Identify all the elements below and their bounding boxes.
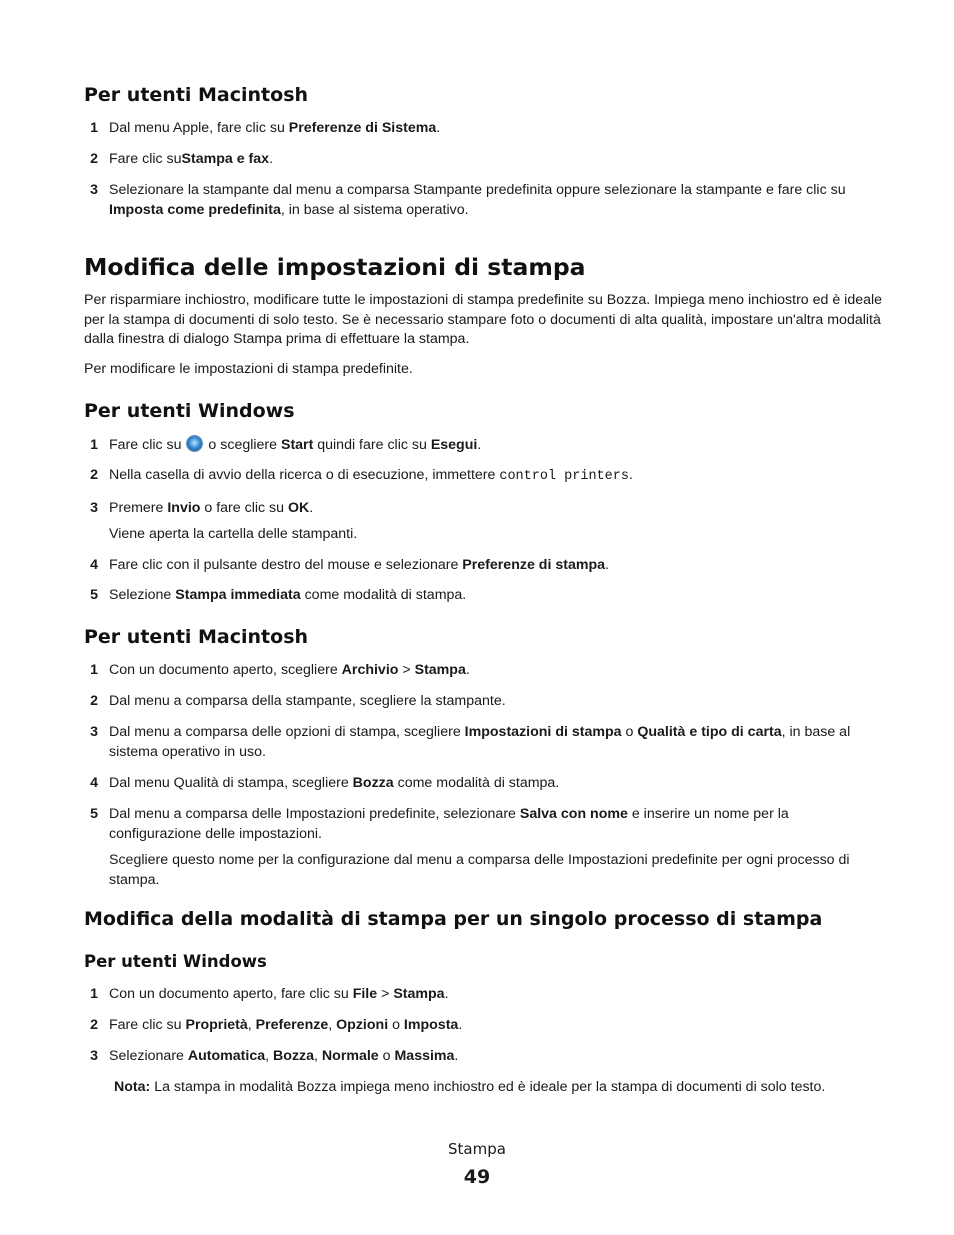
step-note: Scegliere questo nome per la configurazione dal menu a comparsa delle Impostazioni predefinite per ogni processo di stampa.: [109, 852, 850, 888]
heading-windows-1: Per utenti Windows: [84, 400, 295, 422]
note-label: Nota:: [114, 1079, 151, 1095]
heading-mac-2: Per utenti Macintosh: [84, 626, 309, 648]
page-title: Modifica delle impostazioni di stampa: [84, 253, 586, 281]
heading-single-job: Modifica della modalità di stampa per un singolo processo di stampa: [84, 908, 823, 930]
intro-paragraph-2: Per modificare le impostazioni di stampa predefinite.: [84, 361, 413, 377]
command-text: control printers: [499, 469, 629, 484]
page-number: 49: [463, 1166, 491, 1188]
heading-mac-1: Per utenti Macintosh: [84, 84, 309, 106]
note-text: La stampa in modalità Bozza impiega meno inchiostro ed è ideale per la stampa di documenti di solo testo.: [150, 1079, 826, 1095]
step-note: Viene aperta la cartella delle stampanti.: [109, 526, 358, 542]
intro-paragraph: Per risparmiare inchiostro, modificare tutte le impostazioni di stampa predefinite su Bozza. Impiega meno inchiostro ed è ideale per la stampa di documenti di solo testo. Se è necessario stampare foto o documenti di alta qualità, impostare un'altra modalità dalla finestra di dialogo Stampa prima di effettuare la stampa.: [84, 292, 883, 347]
note: [114, 1077, 884, 1097]
windows-start-icon: [187, 436, 202, 451]
heading-windows-2: Per utenti Windows: [84, 952, 267, 971]
document-page: Per utenti Macintosh 1 Dal menu Apple, fare clic su Preferenze di Sistema. 2 Fare clic suStampa e fax. 3 Selezionare la stampante dal menu a comparsa Stampante predefinita oppure selezionare la stampante e fare clic su Imposta come predefinita, in base al sistema operativo. Modifica delle impostazioni di stampa Per risparmiare inchiostro, modificare tutte le impostazioni di stampa predefinite su Bozza. Impiega meno inchiostro ed è ideale per la stampa di documenti di solo testo. Se è necessario stampare foto o documenti di alta qualità, impostare un'altra modalità dalla finestra di dialogo Stampa prima di effettuare la stampa. Per modificare le impostazioni di stampa predefinite. Per utenti Windows 1 Fare clic su o scegliere Start quindi fare clic su Esegui. 2 Nella casella di avvio della ricerca o di esecuzione, immettere control printers. 3 Premere Invio o fare clic su OK. Viene aperta la cartella delle stampanti. 4 Fare clic con il pulsante destro del mouse e selezionare Preferenze di stampa. 5 Selezione Stampa immediata come modalità di stampa. Per utenti Macintosh 1 Con un documento aperto, scegliere Archivio > Stampa. 2 Dal menu a comparsa della stampante, scegliere la stampante. 3 Dal menu a comparsa delle opzioni di stampa, scegliere Impostazioni di stampa o Qualità e tipo di carta, in base al sistema operativo in uso. 4 Dal menu Qualità di stampa, scegliere Bozza come modalità di stampa. 5 Dal menu a comparsa delle Impostazioni predefinite, selezionare Salva con nome e inserire un nome per la configurazione delle impostazioni. Scegliere questo nome per la configurazione dal menu a comparsa delle Impostazioni predefinite per ogni processo di stampa. Modifica della modalità di stampa per un singolo processo di stampa Per utenti Windows 1 Con un documento aperto, fare clic su File > Stampa. 2 Fare clic su Proprietà, Preferenze, Opzioni o Imposta. 3 Selezionare Automatica, Bozza, Normale o Massima. Nota: La stampa in modalità Bozza impiega meno inchiostro ed è ideale per la stampa di documenti di solo testo. Stampa 49: [0, 0, 954, 1235]
footer-section-label: Stampa: [448, 1140, 506, 1158]
